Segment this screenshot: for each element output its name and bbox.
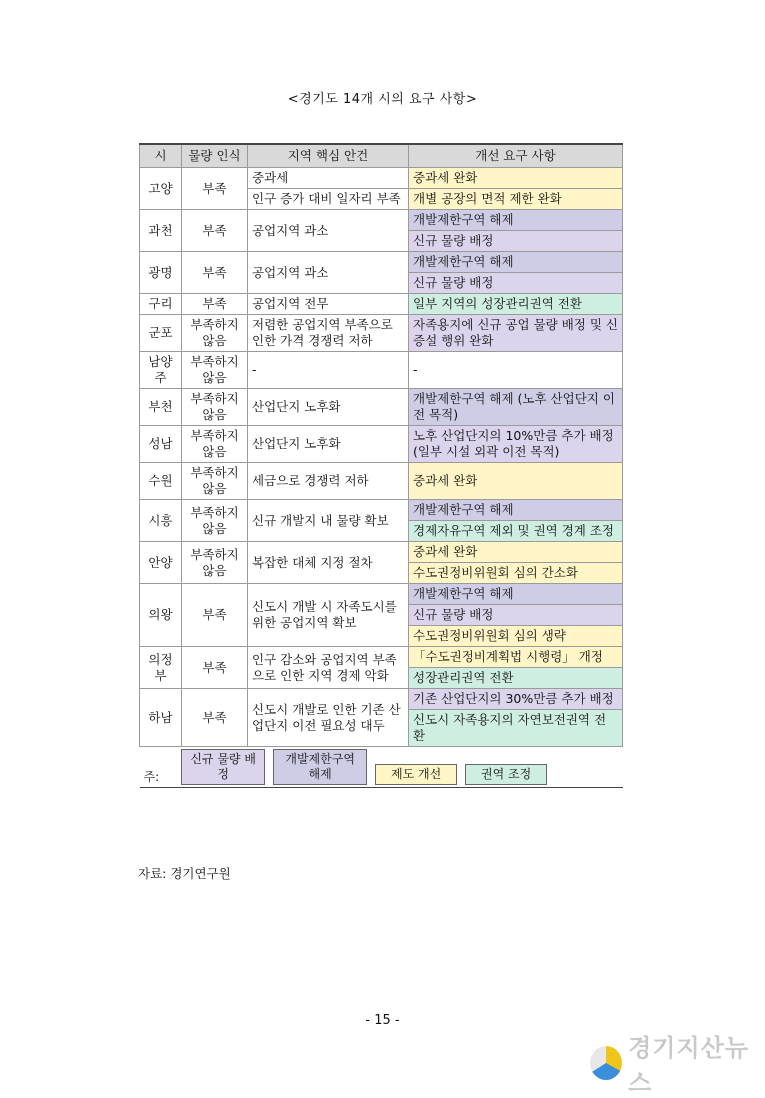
legend-cell [140,747,623,788]
perception-cell: 부족 [182,689,248,747]
requirements-table [139,143,623,788]
table-row [140,294,623,315]
legend-row [140,747,623,788]
legend-new-alloc: 신규 물량 배정 [181,749,265,785]
request-cell: - [409,352,623,389]
legend [144,749,619,785]
city-cell: 과천 [140,210,182,252]
table-row [140,689,623,710]
issue-cell: 공업지역 전무 [248,294,409,315]
perception-cell: 부족하지 않음 [182,426,248,463]
perception-cell: 부족 [182,294,248,315]
issue-cell: 공업지역 과소 [248,252,409,294]
perception-cell: 부족하지 않음 [182,500,248,542]
legend-greenbelt: 개발제한구역 해제 [273,749,367,785]
page-number: - 15 - [365,1013,400,1028]
issue-cell: 공업지역 과소 [248,210,409,252]
request-cell: 개별 공장의 면적 제한 완화 [409,189,623,210]
perception-cell: 부족하지 않음 [182,315,248,352]
issue-cell: 산업단지 노후화 [248,389,409,426]
issue-cell: 신도시 개발 시 자족도시를 위한 공업지역 확보 [248,584,409,647]
issue-cell: 중과세 [248,168,409,189]
legend-zone: 권역 조정 [465,764,547,785]
request-cell: 개발제한구역 해제 [409,500,623,521]
request-cell: 경제자유구역 제외 및 권역 경계 조정 [409,521,623,542]
logo-text: 경기지산뉴스 [628,1035,749,1097]
request-cell: 수도권정비위원회 심의 간소화 [409,563,623,584]
header-perception: 물량 인식 [182,144,248,168]
perception-cell: 부족하지 않음 [182,463,248,500]
request-cell: 수도권정비위원회 심의 생략 [409,626,623,647]
request-cell: 중과세 완화 [409,463,623,500]
request-cell: 기존 산업단지의 30%만큼 추가 배정 [409,689,623,710]
issue-cell: 신규 개발지 내 물량 확보 [248,500,409,542]
table-row [140,542,623,563]
table-row [140,168,623,189]
perception-cell: 부족 [182,210,248,252]
source-note: 자료: 경기연구원 [138,866,231,881]
request-cell: 자족용지에 신규 공업 물량 배정 및 신증설 행위 완화 [409,315,623,352]
table-title: <경기도 14개 시의 요구 사항> [287,92,478,107]
request-cell: 개발제한구역 해제 [409,584,623,605]
request-cell: 개발제한구역 해제 [409,252,623,273]
issue-cell: 세금으로 경쟁력 저하 [248,463,409,500]
table-row [140,647,623,668]
request-cell: 신도시 자족용지의 자연보전권역 전환 [409,710,623,747]
perception-cell: 부족하지 않음 [182,542,248,584]
city-cell: 구리 [140,294,182,315]
request-cell: 「수도권정비계획법 시행령」 개정 [409,647,623,668]
header-request: 개선 요구 사항 [409,144,623,168]
request-cell: 중과세 완화 [409,168,623,189]
request-cell: 일부 지역의 성장관리권역 전환 [409,294,623,315]
legend-system: 제도 개선 [375,764,457,785]
perception-cell: 부족 [182,168,248,210]
header-issue: 지역 핵심 안건 [248,144,409,168]
table-row [140,426,623,463]
city-cell: 성남 [140,426,182,463]
city-cell: 시흥 [140,500,182,542]
table-row [140,584,623,605]
legend-prefix: 주: [143,770,160,784]
table-row [140,315,623,352]
perception-cell: 부족 [182,252,248,294]
request-cell: 중과세 완화 [409,542,623,563]
city-cell: 의정부 [140,647,182,689]
request-cell: 신규 물량 배정 [409,231,623,252]
city-cell: 부천 [140,389,182,426]
city-cell: 광명 [140,252,182,294]
request-cell: 개발제한구역 해제 (노후 산업단지 이전 목적) [409,389,623,426]
issue-cell: 복잡한 대체 지정 절차 [248,542,409,584]
city-cell: 수원 [140,463,182,500]
header-row [140,144,623,168]
request-cell: 개발제한구역 해제 [409,210,623,231]
issue-cell: 저렴한 공업지역 부족으로 인한 가격 경쟁력 저하 [248,315,409,352]
table-row [140,389,623,426]
issue-cell: 인구 증가 대비 일자리 부족 [248,189,409,210]
watermark-logo [590,1028,765,1098]
table-row [140,210,623,231]
city-cell: 고양 [140,168,182,210]
request-cell: 신규 물량 배정 [409,605,623,626]
issue-cell: - [248,352,409,389]
city-cell: 안양 [140,542,182,584]
table-row [140,252,623,273]
perception-cell: 부족하지 않음 [182,352,248,389]
issue-cell: 인구 감소와 공업지역 부족으로 인한 지역 경제 악화 [248,647,409,689]
perception-cell: 부족하지 않음 [182,389,248,426]
request-cell: 노후 산업단지의 10%만큼 추가 배정 (일부 시설 외곽 이전 목적) [409,426,623,463]
table-row [140,463,623,500]
city-cell: 하남 [140,689,182,747]
issue-cell: 산업단지 노후화 [248,426,409,463]
city-cell: 남양주 [140,352,182,389]
request-cell: 성장관리권역 전환 [409,668,623,689]
issue-cell: 신도시 개발로 인한 기존 산업단지 이전 필요성 대두 [248,689,409,747]
request-cell: 신규 물량 배정 [409,273,623,294]
logo-icon [590,1046,622,1080]
table-row [140,500,623,521]
perception-cell: 부족 [182,584,248,647]
city-cell: 군포 [140,315,182,352]
header-city: 시 [140,144,182,168]
city-cell: 의왕 [140,584,182,647]
table-row [140,352,623,389]
perception-cell: 부족 [182,647,248,689]
